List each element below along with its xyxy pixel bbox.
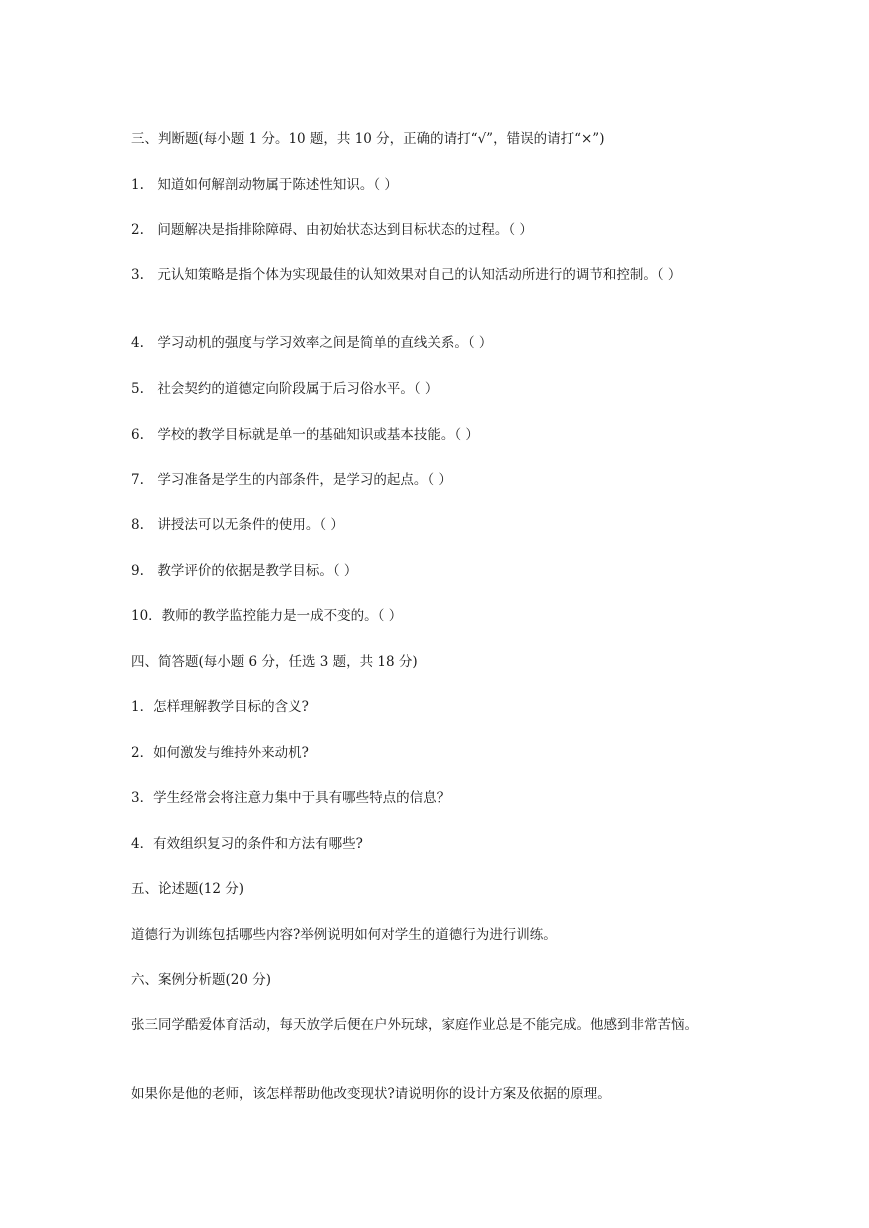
case-paragraph-2: 如果你是他的老师，该怎样帮助他改变现状?请说明你的设计方案及依据的原理。 bbox=[131, 1086, 611, 1102]
case-paragraph-1: 张三同学酷爱体育活动，每天放学后便在户外玩球，家庭作业总是不能完成。他感到非常苦恼。 bbox=[131, 1017, 698, 1033]
judgment-question-10: 10．教师的教学监控能力是一成不变的。（ ） bbox=[131, 608, 403, 624]
short-answer-question-2: 2．如何激发与维持外来动机? bbox=[131, 745, 309, 761]
section-heading-short-answer: 四、简答题(每小题 6 分，任选 3 题，共 18 分) bbox=[131, 654, 418, 670]
section-heading-essay: 五、论述题(12 分) bbox=[131, 881, 245, 897]
judgment-question-5: 5. 社会契约的道德定向阶段属于后习俗水平。（ ） bbox=[131, 381, 439, 397]
essay-question: 道德行为训练包括哪些内容?举例说明如何对学生的道德行为进行训练。 bbox=[131, 927, 557, 943]
short-answer-question-1: 1．怎样理解教学目标的含义? bbox=[131, 699, 309, 715]
judgment-question-6: 6. 学校的教学目标就是单一的基础知识或基本技能。（ ） bbox=[131, 427, 479, 443]
judgment-question-7: 7. 学习准备是学生的内部条件，是学习的起点。（ ） bbox=[131, 472, 452, 488]
section-heading-case: 六、案例分析题(20 分) bbox=[131, 972, 272, 988]
judgment-question-9: 9. 教学评价的依据是教学目标。（ ） bbox=[131, 563, 358, 579]
judgment-question-3: 3. 元认知策略是指个体为实现最佳的认知效果对自己的认知活动所进行的调节和控制。（ ） bbox=[131, 267, 682, 283]
short-answer-question-3: 3．学生经常会将注意力集中于具有哪些特点的信息？ bbox=[131, 790, 451, 806]
section-heading-judgment: 三、判断题(每小题 1 分。10 题，共 10 分，正确的请打“√”，错误的请打“×”) bbox=[131, 131, 605, 147]
judgment-question-2: 2. 问题解决是指排除障碍、由初始状态达到目标状态的过程。（ ） bbox=[131, 222, 533, 238]
judgment-question-1: 1. 知道如何解剖动物属于陈述性知识。（ ） bbox=[131, 177, 398, 193]
short-answer-question-4: 4．有效组织复习的条件和方法有哪些? bbox=[131, 836, 363, 852]
judgment-question-8: 8. 讲授法可以无条件的使用。（ ） bbox=[131, 517, 344, 533]
judgment-question-4: 4. 学习动机的强度与学习效率之间是简单的直线关系。（ ） bbox=[131, 335, 493, 351]
